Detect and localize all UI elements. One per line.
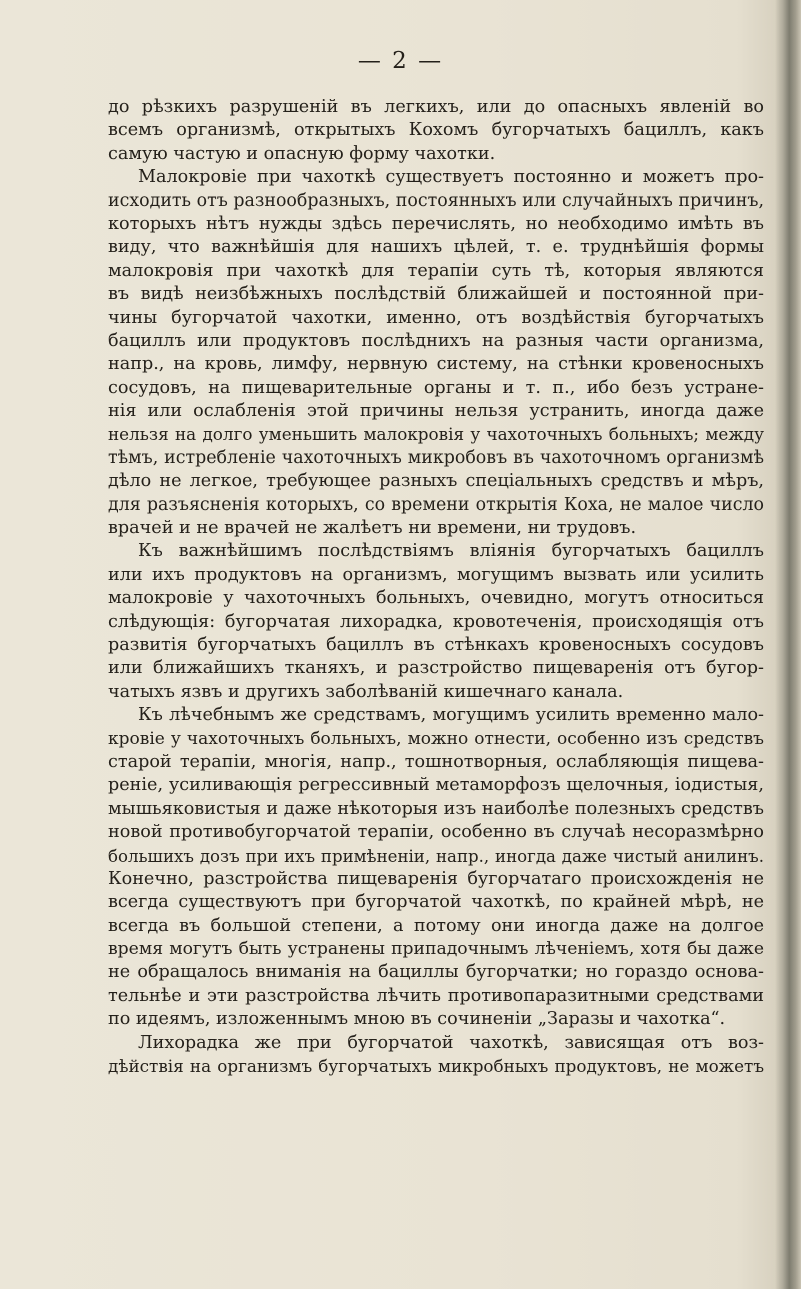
text-line: чины бугорчатой чахотки, именно, отъ воздѣйствія бугорчатыхъ bbox=[108, 307, 764, 328]
text-line: которыхъ нѣтъ нужды здѣсь перечислять, но необходимо имѣть въ bbox=[108, 213, 764, 234]
text-line: старой терапіи, многія, напр., тошнотворныя, ослабляющія пищева- bbox=[108, 751, 764, 772]
text-line: дѣйствія на организмъ бугорчатыхъ микробныхъ продуктовъ, не можетъ bbox=[108, 1056, 764, 1077]
text-line: время могутъ быть устранены припадочнымъ лѣченіемъ, хотя бы даже bbox=[108, 939, 764, 960]
text-line: всегда существуютъ при бугорчатой чахоткѣ, по крайней мѣрѣ, не bbox=[108, 892, 764, 913]
page-number: — 2 — bbox=[357, 48, 444, 74]
text-line: нельзя на долго уменьшить малокровія у чахоточныхъ больныхъ; между bbox=[108, 424, 764, 445]
text-line: врачей и не врачей не жалѣетъ ни времени, ни трудовъ. bbox=[108, 518, 637, 539]
text-line: или ближайшихъ тканяхъ, и разстройство пищеваренія отъ бугор- bbox=[108, 658, 764, 679]
text-line: чатыхъ язвъ и другихъ заболѣваній кишечнаго канала. bbox=[108, 681, 624, 702]
book-spine-shadow bbox=[775, 0, 801, 1289]
text-line: Лихорадка же при бугорчатой чахоткѣ, зависящая отъ воз- bbox=[138, 1032, 764, 1053]
text-line: до рѣзкихъ разрушеній въ легкихъ, или до опасныхъ явленій во bbox=[108, 97, 764, 117]
text-line: для разъясненія которыхъ, со времени открытія Коха, не малое число bbox=[108, 494, 764, 515]
text-line: реніе, усиливающія регрессивный метаморфозъ щелочныя, іодистыя, bbox=[108, 775, 764, 796]
text-line: виду, что важнѣйшія для нашихъ цѣлей, т. е. труднѣйшія формы bbox=[108, 237, 764, 258]
text-line: Конечно, разстройства пищеваренія бугорчатаго происхожденія не bbox=[108, 868, 764, 889]
text-line: нія или ослабленія этой причины нельзя устранить, иногда даже bbox=[108, 401, 764, 422]
text-line: напр., на кровь, лимфу, нервную систему, на стѣнки кровеносныхъ bbox=[108, 354, 764, 375]
text-line: малокровія при чахоткѣ для терапіи суть тѣ, которыя являются bbox=[108, 260, 764, 281]
text-line: слѣдующія: бугорчатая лихорадка, кровотеченія, происходящія отъ bbox=[108, 611, 764, 632]
text-line: новой противобугорчатой терапіи, особенно въ случаѣ несоразмѣрно bbox=[108, 822, 764, 843]
text-line: малокровіе у чахоточныхъ больныхъ, очевидно, могутъ относиться bbox=[108, 588, 764, 609]
text-line: Къ лѣчебнымъ же средствамъ, могущимъ усилить временно мало- bbox=[138, 705, 764, 726]
text-line: мышьяковистыя и даже нѣкоторыя изъ наиболѣе полезныхъ средствъ bbox=[108, 798, 764, 819]
text-line: или ихъ продуктовъ на организмъ, могущимъ вызвать или усилить bbox=[108, 564, 764, 585]
text-line: тельнѣе и эти разстройства лѣчить противопаразитными средствами bbox=[108, 985, 764, 1006]
text-line: всегда въ большой степени, а потому они иногда даже на долгое bbox=[108, 915, 764, 936]
text-line: бациллъ или продуктовъ послѣднихъ на разныя части организма, bbox=[108, 330, 764, 351]
text-line: кровіе у чахоточныхъ больныхъ, можно отнести, особенно изъ средствъ bbox=[108, 728, 764, 749]
text-line: въ видѣ неизбѣжныхъ послѣдствій ближайшей и постоянной при- bbox=[108, 284, 764, 305]
text-line: по идеямъ, изложеннымъ мною въ сочиненіи „Заразы и чахотка“. bbox=[108, 1009, 726, 1030]
text-line: развитія бугорчатыхъ бациллъ въ стѣнкахъ кровеносныхъ сосудовъ bbox=[108, 634, 764, 655]
text-line: тѣмъ, истребленіе чахоточныхъ микробовъ въ чахоточномъ организмѣ bbox=[108, 447, 764, 468]
text-line: исходить отъ разнообразныхъ, постоянныхъ или случайныхъ причинъ, bbox=[108, 190, 764, 211]
text-line: Малокровіе при чахоткѣ существуетъ постоянно и можетъ про- bbox=[138, 167, 764, 188]
text-line: большихъ дозъ при ихъ примѣненіи, напр., иногда даже чистый анилинъ. bbox=[108, 846, 764, 866]
text-line: всемъ организмѣ, открытыхъ Кохомъ бугорчатыхъ бациллъ, какъ bbox=[108, 120, 764, 141]
text-line: сосудовъ, на пищеварительные органы и т. п., ибо безъ устране- bbox=[108, 377, 764, 398]
body-text bbox=[108, 96, 764, 1078]
text-line: дѣло не легкое, требующее разныхъ спеціальныхъ средствъ и мѣръ, bbox=[108, 471, 764, 492]
text-line: Къ важнѣйшимъ послѣдствіямъ вліянія бугорчатыхъ бациллъ bbox=[138, 541, 764, 562]
text-line: самую частую и опасную форму чахотки. bbox=[108, 143, 496, 164]
text-line: не обращалось вниманія на бациллы бугорчатки; но гораздо основа- bbox=[108, 962, 764, 983]
